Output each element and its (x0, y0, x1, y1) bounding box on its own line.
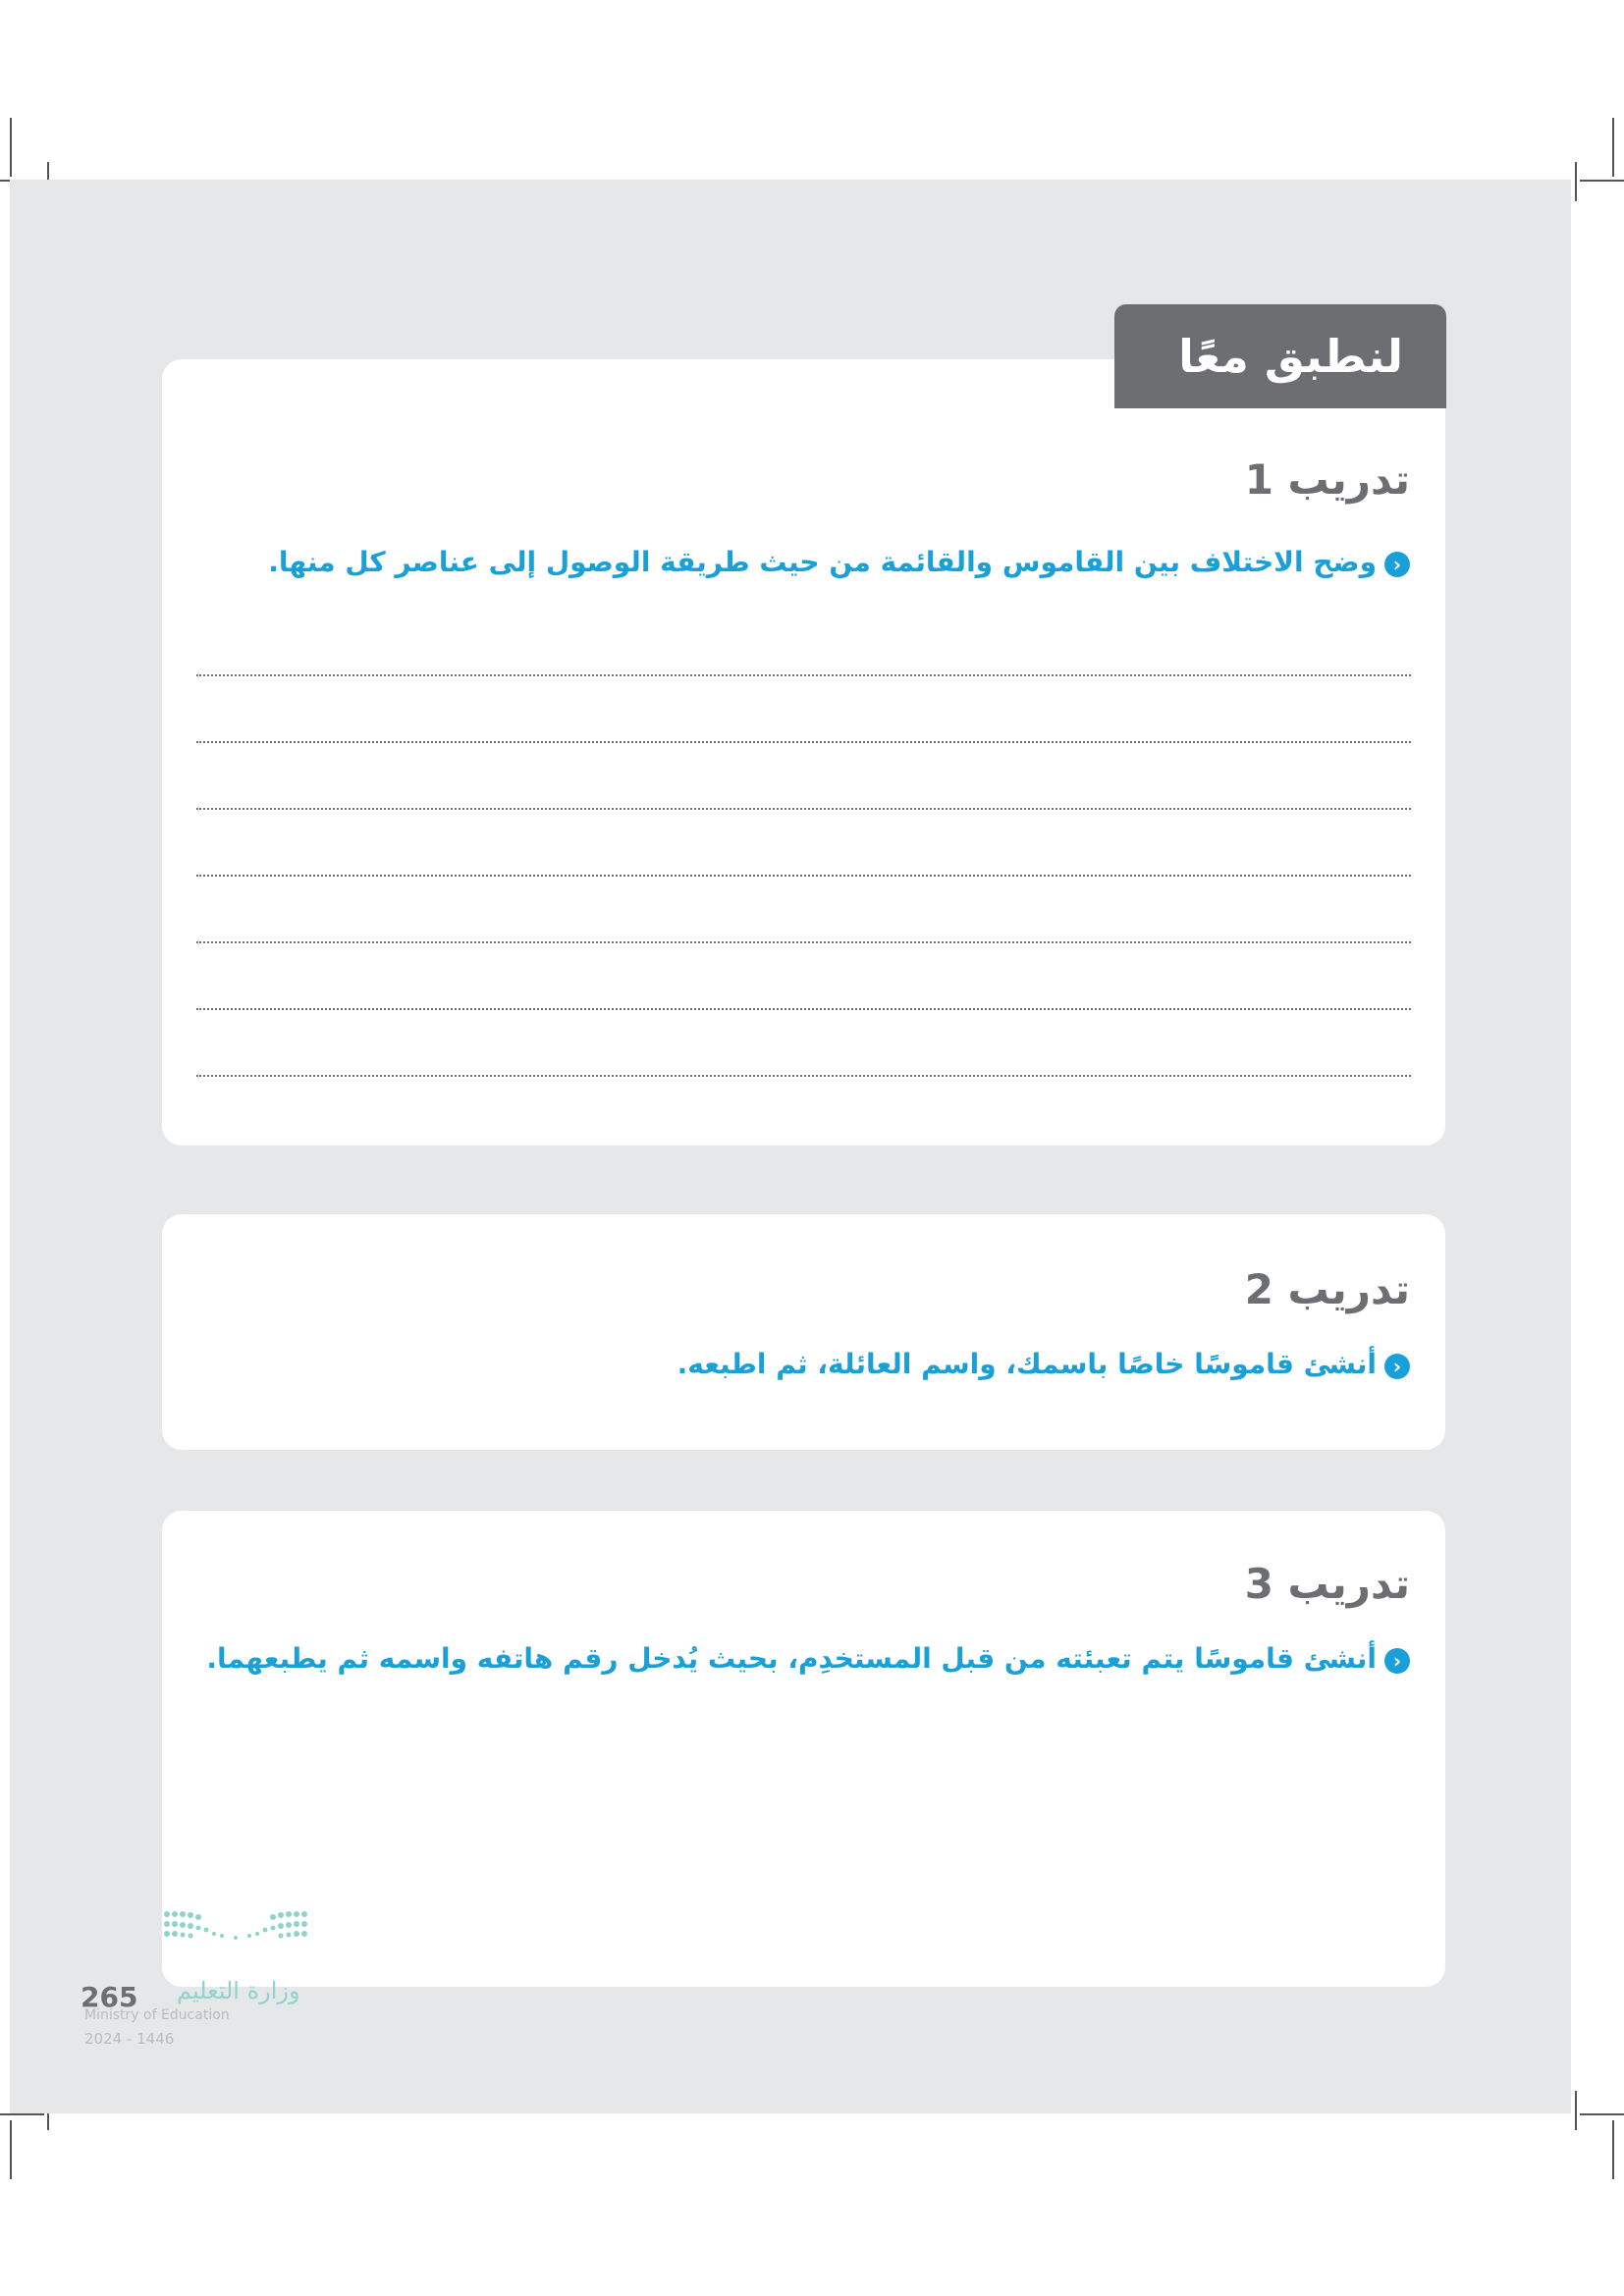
chevron-right-icon: › (1384, 1354, 1410, 1379)
crop-mark (10, 118, 12, 177)
year-label: 2024 - 1446 (84, 2030, 175, 2048)
answer-line[interactable] (196, 1075, 1411, 1077)
crop-mark (10, 2120, 12, 2179)
answer-line[interactable] (196, 1008, 1411, 1010)
chevron-right-icon: › (1384, 1648, 1410, 1674)
page-number: 265 (81, 1981, 138, 2013)
crop-mark (1580, 180, 1624, 182)
exercise-title: تدريب 1 (1244, 455, 1410, 504)
exercise-title: تدريب 2 (1244, 1265, 1410, 1313)
exercise-card-2 (162, 1214, 1445, 1450)
ministry-name-ar: وزارة التعليم (177, 1977, 300, 2004)
crop-mark (1612, 2120, 1614, 2179)
answer-line[interactable] (196, 741, 1411, 743)
exercise-title: تدريب 3 (1244, 1560, 1410, 1608)
crop-mark (0, 2113, 44, 2115)
section-header (1114, 304, 1446, 408)
ministry-logo-icon (157, 1906, 324, 1955)
crop-mark (1575, 2091, 1577, 2130)
ministry-name-en: Ministry of Education (84, 2007, 230, 2023)
crop-mark (1580, 2113, 1624, 2115)
exercise-card-3 (162, 1511, 1445, 1987)
answer-line[interactable] (196, 875, 1411, 877)
answer-line[interactable] (196, 941, 1411, 943)
exercise-task: وضح الاختلاف بين القاموس والقائمة من حيث طريقة الوصول إلى عناصر كل منها. (268, 546, 1377, 578)
exercise-task: أنشئ قاموسًا يتم تعبئته من قبل المستخدِم، بحيث يُدخل رقم هاتفه واسمه ثم يطبعهما. (206, 1642, 1377, 1675)
section-title: لنطبق معًا (1178, 330, 1403, 383)
crop-mark (1575, 162, 1577, 201)
crop-mark (1612, 118, 1614, 177)
chevron-right-icon: › (1384, 552, 1410, 577)
exercise-card-1 (162, 359, 1445, 1146)
answer-line[interactable] (196, 674, 1411, 676)
exercise-task: أنشئ قاموسًا خاصًا باسمك، واسم العائلة، ثم اطبعه. (677, 1348, 1377, 1380)
answer-line[interactable] (196, 808, 1411, 810)
